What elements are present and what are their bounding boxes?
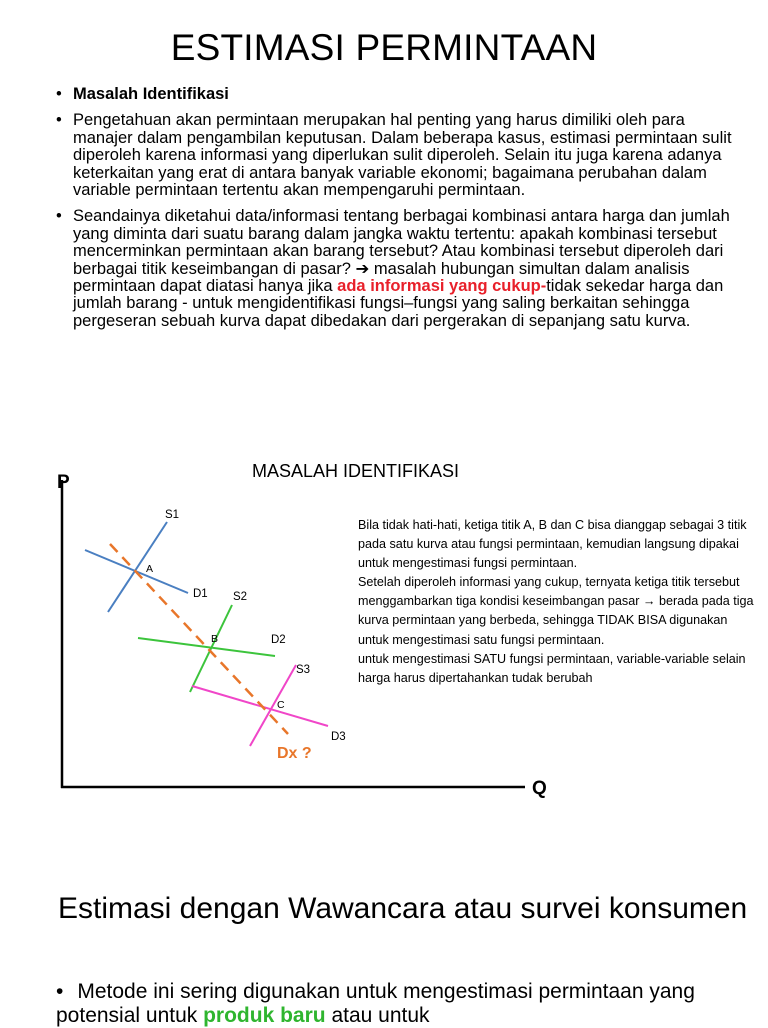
- explanation-paragraph: untuk mengestimasi SATU fungsi permintaan, variable-variable selain harga harus dipertahankan tudak berubah: [358, 651, 746, 685]
- label-s3: S3: [296, 664, 311, 676]
- demand-curve-d2: [138, 638, 275, 656]
- x-axis-label: Q: [532, 778, 547, 799]
- bullet-dot: •: [56, 207, 62, 226]
- bullet-text-continued: atau untuk: [325, 1004, 430, 1027]
- bullet-item: [56, 980, 756, 1028]
- point-c: C: [277, 699, 285, 711]
- bullet-item: [56, 112, 746, 199]
- highlight-text: produk baru: [203, 1004, 326, 1027]
- point-a: A: [146, 563, 154, 575]
- explanation-paragraph: Setelah diperoleh informasi yang cukup, ternyata ketiga titik tersebut menggambarkan tiga kondisi keseimbangan pasar → berada pada tiga kurva permintaan yang berbeda, sehingga TIDAK BISA digunakan untuk mengestimasi satu fungsi permintaan.: [358, 575, 754, 647]
- bullet-dot: •: [56, 980, 64, 1003]
- bullet-item: [56, 208, 746, 330]
- slide-estimasi-permintaan: [0, 0, 768, 420]
- bullet-item: [56, 86, 746, 103]
- explanation-text: [358, 516, 758, 688]
- bullet-text: Seandainya diketahui data/informasi tentang berbagai kombinasi antara harga dan jumlah yang diminta dari suatu barang dalam jangka waktu tertentu: apakah kombinasi tersebut mencerminkan permintaan akan barang tersebut? Atau kombinasi tersebut diperoleh dari berbagai titik keseimbangan di pasar? ➔ masalah hubungan simultan dalam analisis permintaan dapat diatasi hanya jika: [73, 207, 730, 296]
- supply-curve-s1: [108, 522, 167, 612]
- explanation-paragraph: Bila tidak hati-hati, ketiga titik A, B dan C bisa dianggap sebagai 3 titik pada satu kurva atau fungsi permintaan, kemudian langsung dipakai untuk mengestimasi fungsi permintaan.: [358, 518, 747, 571]
- bullet-dot: •: [56, 111, 62, 130]
- label-s2: S2: [233, 591, 248, 603]
- slide-title: Estimasi dengan Wawancara atau survei konsumen: [58, 892, 748, 925]
- y-axis-label: P: [57, 472, 70, 493]
- label-s1: S1: [165, 509, 180, 521]
- demand-curve-d3: [192, 686, 328, 726]
- slide-masalah-identifikasi: [0, 430, 768, 850]
- label-d1: D1: [193, 588, 208, 600]
- label-d2: D2: [271, 634, 286, 646]
- bullet-list: [56, 86, 746, 339]
- slide-title: ESTIMASI PERMINTAAN: [170, 27, 598, 68]
- bullet-text: Metode ini sering digunakan untuk mengestimasi permintaan yang potensial untuk: [56, 980, 695, 1027]
- label-d3: D3: [331, 731, 346, 743]
- highlight-text: ada informasi yang cukup-: [337, 277, 547, 296]
- slide-estimasi-wawancara: [0, 860, 768, 1027]
- chart-title: MASALAH IDENTIFIKASI: [252, 461, 460, 481]
- point-b: B: [211, 633, 219, 645]
- estimated-demand-curve-dx: [110, 544, 288, 734]
- label-dx: Dx ?: [277, 745, 312, 762]
- bullet-text: Pengetahuan akan permintaan merupakan hal penting yang harus dimiliki oleh para manajer dalam pengambilan keputusan. Dalam beberapa kasus, estimasi permintaan sulit diperoleh karena informasi yang diperlukan sulit diperoleh. Selain itu juga karena adanya keterkaitan yang erat di antara banyak variable ekonomi; bagaimana perubahan dalam variable permintaan tertentu akan mempengaruhi permintaan.: [73, 111, 732, 200]
- bullet-text-continued: tidak sekedar harga dan jumlah barang - untuk mengidentifikasi fungsi–fungsi yang saling berkaitan sehingga pergeseran sebuah kurva dapat dibedakan dari pergerakan di sepanjang satu kurva.: [73, 277, 724, 330]
- bullet-dot: •: [56, 85, 62, 103]
- bullet-heading: Masalah Identifikasi: [73, 85, 229, 103]
